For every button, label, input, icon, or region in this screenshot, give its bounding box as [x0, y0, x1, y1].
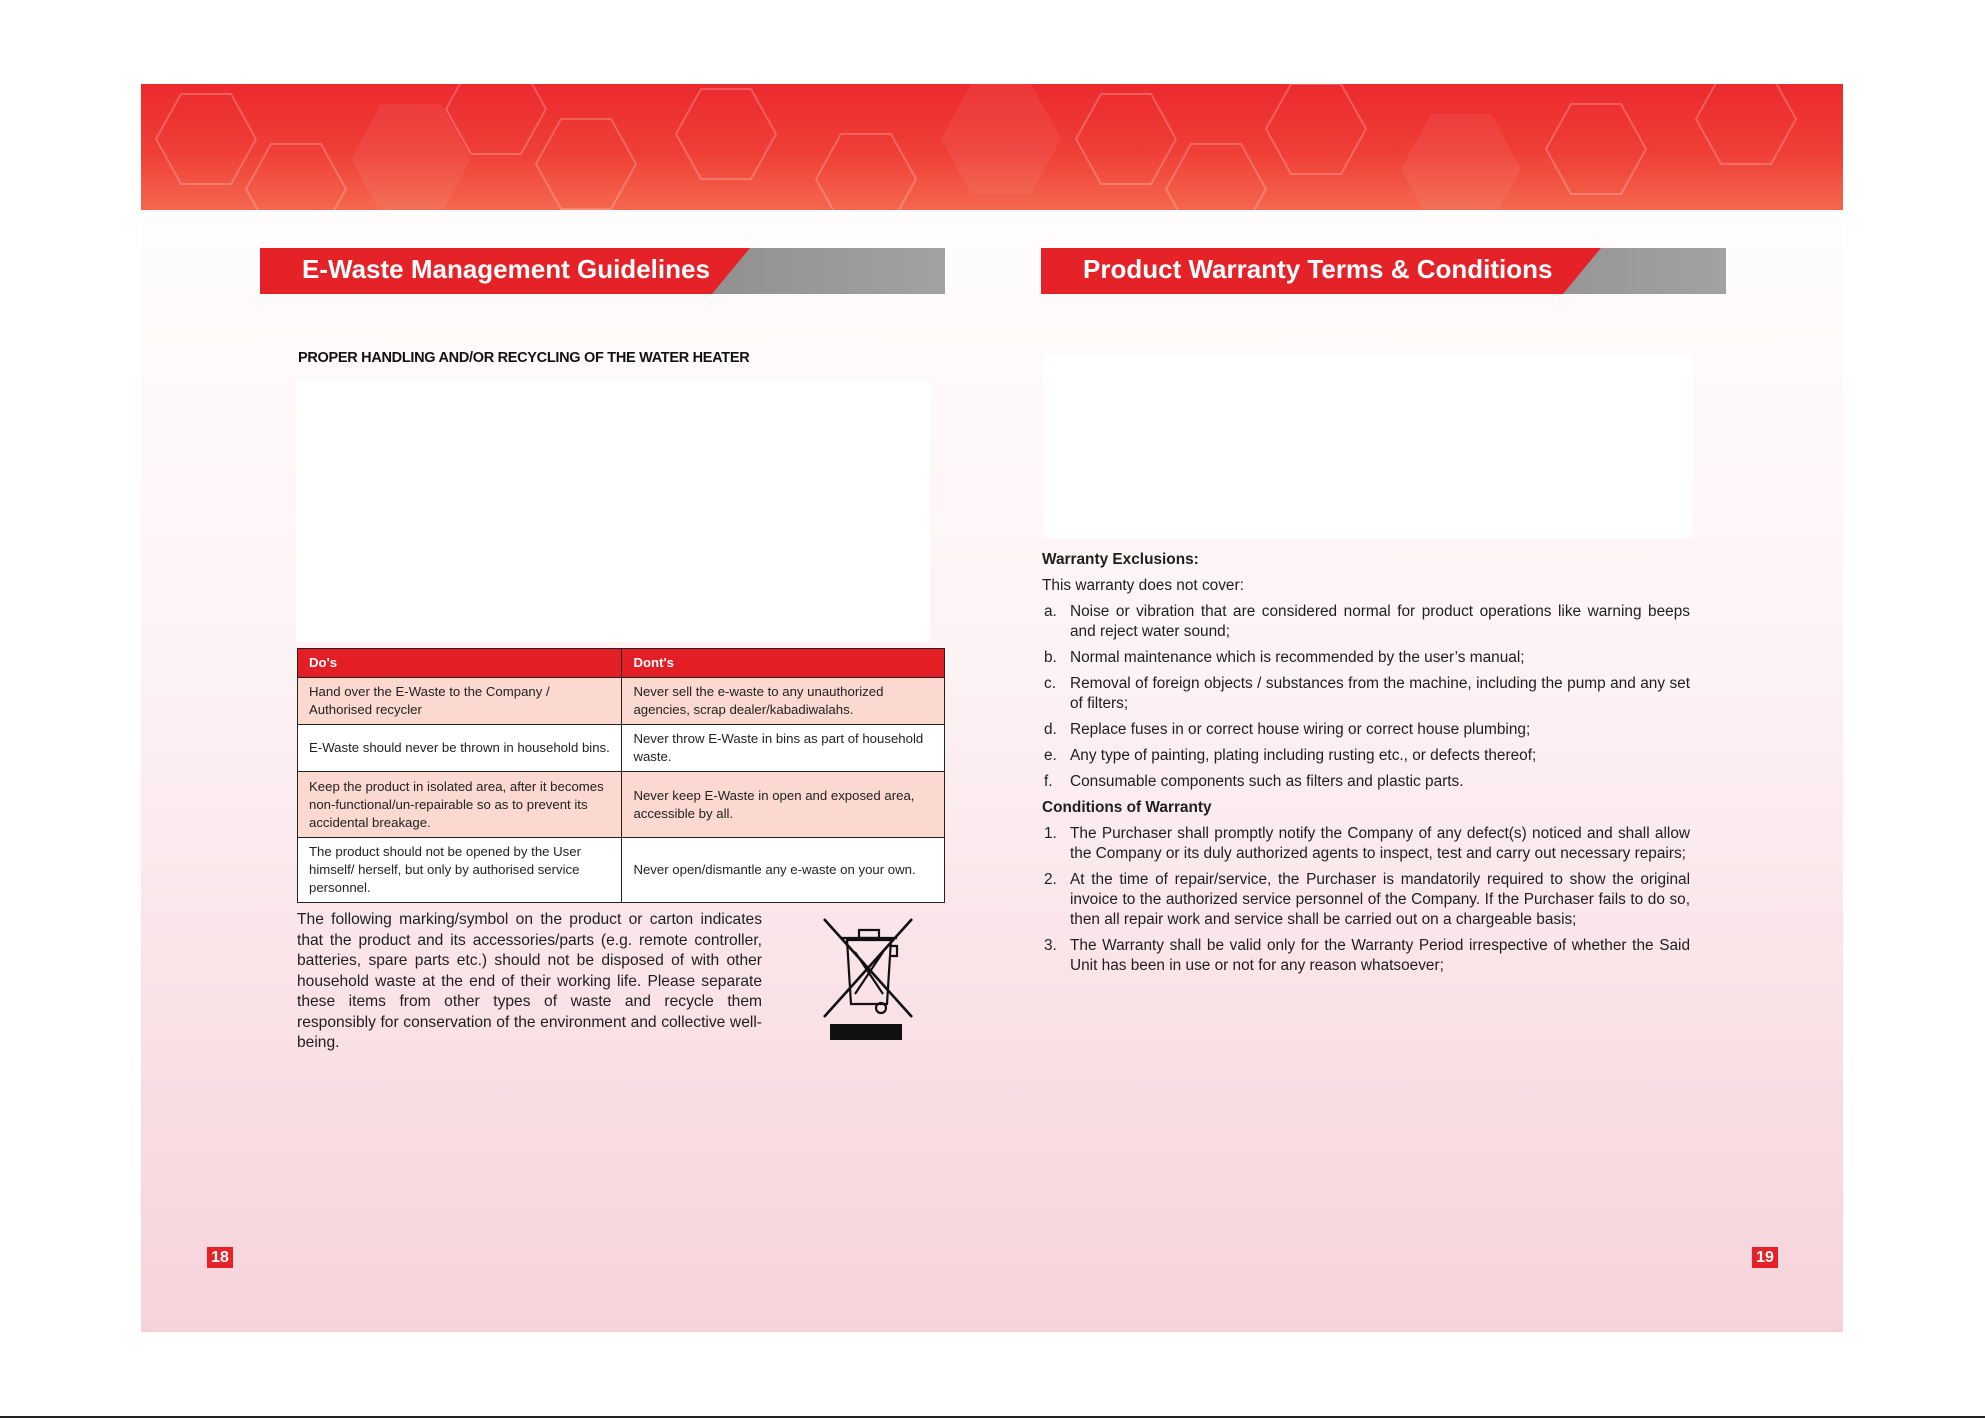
list-marker: 2. — [1044, 871, 1057, 888]
list-marker: f. — [1044, 773, 1053, 790]
exclusions-heading: Warranty Exclusions: — [1042, 551, 1199, 568]
list-text: Normal maintenance which is recommended by the user’s manual; — [1070, 649, 1525, 666]
list-marker: 1. — [1044, 825, 1057, 842]
conditions-list — [1042, 824, 1690, 976]
do-cell: Keep the product in isolated area, after it becomes non-functional/un-repairable so as to prevent its accidental breakage. — [298, 772, 622, 838]
list-text: Noise or vibration that are considered normal for product operations like warning beeps and reject water sound; — [1070, 603, 1690, 640]
list-item — [1042, 936, 1690, 976]
list-text: At the time of repair/service, the Purchaser is mandatorily required to show the original invoice to the authorized service personnel of the Company. If the Purchaser fails to do so, then all repair work and service shall be carried out on a chargeable basis; — [1070, 871, 1690, 928]
list-item — [1042, 870, 1690, 930]
list-item — [1042, 648, 1690, 668]
page-number-18: 18 — [207, 1247, 233, 1268]
dont-cell: Never sell the e-waste to any unauthorized agencies, scrap dealer/kabadiwalahs. — [622, 678, 945, 725]
list-item — [1042, 824, 1690, 864]
list-marker: d. — [1044, 721, 1057, 738]
donts-header: Dont's — [622, 649, 945, 678]
blank-content-panel — [1043, 354, 1693, 538]
table-row — [298, 725, 945, 772]
list-text: Consumable components such as filters and plastic parts. — [1070, 773, 1464, 790]
disposal-paragraph: The following marking/symbol on the product or carton indicates that the product and its accessories/parts (e.g. remote controller, batteries, spare parts etc.) should not be disposed of with other household waste at the end of their working life. Please separate these items from other types of waste and recycle them responsibly for conservation of the environment and collective well-being. — [297, 911, 762, 1051]
page-number-19: 19 — [1752, 1247, 1778, 1268]
list-item — [1042, 772, 1690, 792]
list-text: Removal of foreign objects / substances from the machine, including the pump and any set of filters; — [1070, 675, 1690, 712]
do-cell: E-Waste should never be thrown in household bins. — [298, 725, 622, 772]
warranty-heading: Product Warranty Terms & Conditions — [1083, 254, 1553, 284]
list-text: Any type of painting, plating including rusting etc., or defects thereof; — [1070, 747, 1537, 764]
crossed-out-wheelie-bin-icon — [821, 916, 915, 1046]
table-header-row — [298, 649, 945, 678]
warranty-heading-bar — [1041, 248, 1726, 294]
table-row — [298, 838, 945, 903]
dont-cell: Never throw E-Waste in bins as part of household waste. — [622, 725, 945, 772]
section-title: PROPER HANDLING AND/OR RECYCLING OF THE WATER HEATER — [298, 350, 750, 366]
list-text: Replace fuses in or correct house wiring or correct house plumbing; — [1070, 721, 1531, 738]
list-item — [1042, 674, 1690, 714]
dos-donts-table — [297, 648, 945, 903]
dos-header: Do's — [298, 649, 622, 678]
dont-cell: Never keep E-Waste in open and exposed area, accessible by all. — [622, 772, 945, 838]
list-marker: e. — [1044, 747, 1057, 764]
ewaste-heading-bar — [260, 248, 945, 294]
list-marker: 3. — [1044, 937, 1057, 954]
list-item — [1042, 746, 1690, 766]
blank-content-panel — [296, 380, 930, 642]
dont-cell: Never open/dismantle any e-waste on your own. — [622, 838, 945, 903]
list-marker: c. — [1044, 675, 1056, 692]
list-marker: a. — [1044, 603, 1057, 620]
table-row — [298, 772, 945, 838]
do-cell: The product should not be opened by the User himself/ herself, but only by authorised service personnel. — [298, 838, 622, 903]
table-row — [298, 678, 945, 725]
warranty-text-column — [1042, 550, 1690, 982]
exclusions-intro: This warranty does not cover: — [1042, 577, 1244, 594]
list-text: The Purchaser shall promptly notify the Company of any defect(s) noticed and shall allow the Company or its duly authorized agents to inspect, test and carry out necessary repairs; — [1070, 825, 1690, 862]
list-item — [1042, 720, 1690, 740]
decorative-header-banner — [141, 84, 1843, 210]
list-marker: b. — [1044, 649, 1057, 666]
ewaste-heading: E-Waste Management Guidelines — [302, 254, 710, 284]
do-cell: Hand over the E-Waste to the Company / Authorised recycler — [298, 678, 622, 725]
list-text: The Warranty shall be valid only for the Warranty Period irrespective of whether the Said Unit has been in use or not for any reason whatsoever; — [1070, 937, 1690, 974]
list-item — [1042, 602, 1690, 642]
conditions-heading: Conditions of Warranty — [1042, 799, 1212, 816]
exclusions-list — [1042, 602, 1690, 792]
